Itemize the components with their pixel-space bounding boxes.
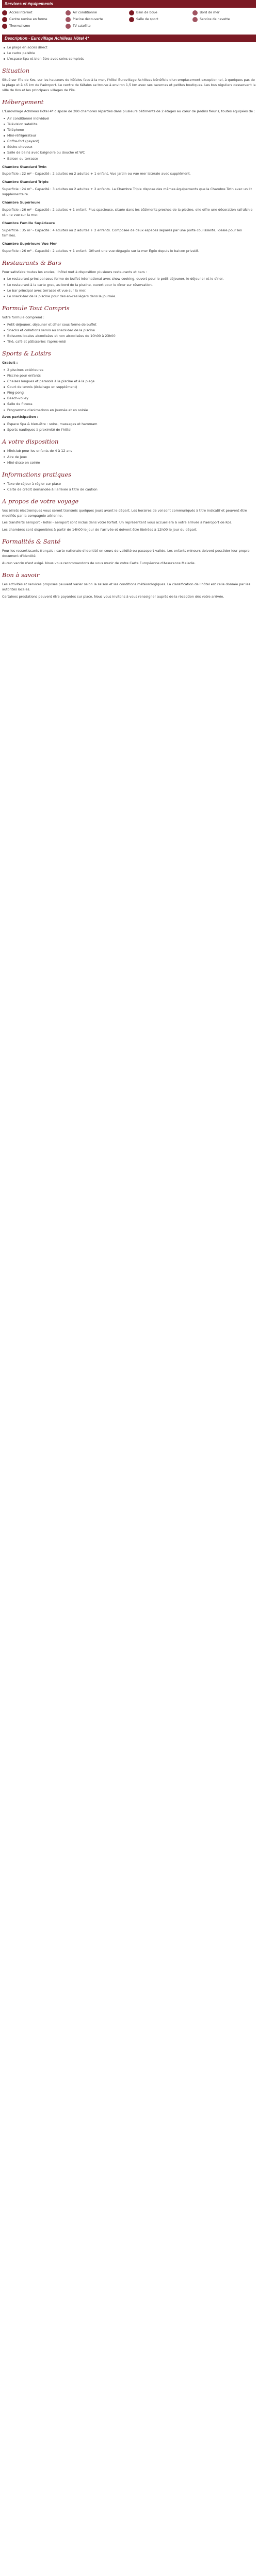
restaurant-item: Le snack-bar de la piscine pour des en-cas légers dans la journée. — [7, 294, 256, 299]
room-name: Chambre Supérieure Vue Mer — [2, 241, 57, 246]
equipment-item: Téléphone — [7, 128, 256, 133]
service-item — [66, 9, 129, 16]
sports-free-label: Gratuit : — [2, 360, 18, 365]
formule-item: Thé, café et pâtisseries l'après-midi — [7, 340, 256, 345]
room-name: Chambre Standard Twin — [2, 164, 47, 169]
restaurant-item: Le bar principal avec terrasse et vue sur la mer. — [7, 289, 256, 294]
bon-title: Bon à savoir — [2, 571, 40, 579]
service-item — [66, 23, 129, 29]
equipment-item: Balcon ou terrasse — [7, 157, 256, 162]
practical-list — [2, 482, 256, 493]
equipment-item: Air conditionné individuel — [7, 116, 256, 122]
bon-text — [2, 582, 256, 600]
room-block — [2, 221, 256, 239]
about-paragraph: Les chambres sont disponibles à partir de 14h00 le jour de l'arrivée et doivent être libérées à 12h00 le jour du départ. — [2, 528, 198, 532]
about-title: A propos de votre voyage — [2, 497, 79, 505]
fitness-icon — [129, 17, 134, 22]
about-paragraph: Vos billets électroniques vous seront transmis quelques jours avant le départ. Les horaires de vol sont communiqués à titre indicatif et peuvent être modifiés par la compagnie aérienne. — [2, 508, 247, 518]
kids-item: Aire de jeux — [7, 455, 256, 460]
room-description: Superficie : 35 m² - Capacité : 4 adultes ou 2 adultes + 2 enfants. Composée de deux espaces séparés par une porte coulissante, idéale pour les familles. — [2, 228, 242, 238]
formule-list — [2, 323, 256, 345]
room-block — [2, 165, 256, 177]
service-label: Bain de boue — [136, 10, 157, 14]
sports-free-item: Ping-pong — [7, 391, 256, 396]
spa-icon — [129, 10, 134, 15]
equipment-item: Salle de bains avec baignoire ou douche et WC — [7, 150, 256, 156]
formalites-paragraph: Pour les ressortissants français : carte nationale d'identité en cours de validité ou passeport valide. Les enfants mineurs doivent posséder leur propre document d'identité. — [2, 549, 250, 558]
equipment-item: Coffre-fort (payant) — [7, 139, 256, 144]
room-description: Superficie : 26 m² - Capacité : 2 adultes + 1 enfant. Plus spacieuse, située dans les bâtiments proches de la piscine, elle offre une décoration rafraîchie et une vue sur la mer. — [2, 208, 253, 217]
formalites-title: Formalités & Santé — [2, 538, 61, 546]
restaurants-title: Restaurants & Bars — [2, 259, 61, 266]
equipment-item: Sèche-cheveux — [7, 145, 256, 150]
formalites-paragraph: Aucun vaccin n'est exigé. Nous vous recommandons de vous munir de votre Carte Européenne d'Assurance Maladie. — [2, 561, 196, 566]
sports-paid-list — [2, 422, 256, 433]
description-bullet: Le cadre paisible — [7, 51, 256, 56]
situation-title: Situation — [2, 67, 30, 75]
hebergement-intro: L'Eurovillage Achilleas Hôtel 4* dispose de 280 chambres réparties dans plusieurs bâtiments de 2 étages au cœur de jardins fleuris, toutes équipées de : — [2, 109, 255, 113]
practical-title: Informations pratiques — [2, 470, 72, 478]
practical-item: Taxe de séjour à régler sur place — [7, 482, 256, 487]
snowflake-icon — [66, 10, 71, 15]
service-label: Accès Internet — [9, 10, 33, 14]
room-block — [2, 242, 256, 254]
service-item — [129, 16, 192, 23]
room-name: Chambre Standard Triple — [2, 180, 49, 184]
sports-free-item: 2 piscines extérieures — [7, 368, 256, 373]
sports-free-item: Chaises longues et parasols à la piscine et à la plage — [7, 379, 256, 384]
service-item — [192, 16, 256, 23]
hebergement-title: Hébergement — [2, 98, 44, 106]
description-bullet: Le plage en accès direct — [7, 45, 256, 50]
restaurant-item: Le restaurant à la carte grec, au bord de la piscine, ouvert pour le dîner sur réservation. — [7, 283, 256, 288]
description-bullet: L'espace Spa et bien-être avec soins complets — [7, 57, 256, 62]
sports-free-item: Salle de fitness — [7, 402, 256, 407]
description-header: Description - Eurovillage Achilleas Hôtel 4* — [2, 35, 256, 42]
formule-title: Formule Tout Compris — [2, 304, 70, 312]
formule-item: Snacks et collations servis au snack-bar de la piscine — [7, 328, 256, 333]
pool-icon — [66, 17, 71, 22]
room-name: Chambre Famille Supérieure — [2, 221, 55, 225]
tv-icon — [66, 24, 71, 29]
formule-item: Boissons locales alcoolisées et non alcoolisées de 10h00 à 23h00 — [7, 334, 256, 339]
room-block — [2, 180, 256, 197]
sports-free-item: Programme d'animations en journée et en soirée — [7, 408, 256, 413]
service-item — [2, 16, 66, 23]
service-item — [129, 9, 192, 16]
service-label: TV satellite — [73, 24, 91, 28]
sports-paid-label: Avec participation : — [2, 415, 39, 419]
service-label: Thermalisme — [9, 24, 30, 28]
bon-paragraph: Les activités et services proposés peuvent varier selon la saison et les conditions météorologiques. La classification de l'hôtel est celle donnée par les autorités locales. — [2, 582, 251, 591]
service-label: Bord de mer — [200, 10, 220, 14]
sports-free-item: Court de tennis (éclairage en supplément) — [7, 385, 256, 390]
equipment-item: Mini-réfrigérateur — [7, 133, 256, 139]
bon-paragraph: Certaines prestations peuvent être payantes sur place. Nous vous invitons à vous renseigner auprès de la réception dès votre arrivée. — [2, 594, 224, 599]
service-label: Salle de sport — [136, 17, 158, 21]
sports-paid-item: Sports nautiques à proximité de l'hôtel — [7, 428, 256, 433]
sports-free-item: Beach-volley — [7, 396, 256, 401]
service-item — [2, 23, 66, 29]
formule-item: Petit-déjeuner, déjeuner et dîner sous forme de buffet — [7, 323, 256, 328]
service-item — [2, 9, 66, 16]
services-grid — [2, 8, 256, 29]
service-item — [192, 9, 256, 16]
room-description: Superficie : 26 m² - Capacité : 2 adultes + 1 enfant. Offrant une vue dégagée sur la mer Égée depuis le balcon privatif. — [2, 248, 199, 253]
sports-title: Sports & Loisirs — [2, 349, 51, 357]
room-description: Superficie : 22 m² - Capacité : 2 adultes ou 2 adultes + 1 enfant. Vue jardin ou vue mer latérale avec supplément. — [2, 172, 191, 176]
room-description: Superficie : 24 m² - Capacité : 3 adultes ou 2 adultes + 2 enfants. La Chambre Triple dispose des mêmes équipements que la Chambre Twin avec un lit supplémentaire. — [2, 187, 252, 197]
rooms-section — [2, 165, 256, 254]
equipment-list — [2, 116, 256, 162]
about-paragraph: Les transferts aéroport - hôtel - aéroport sont inclus dans votre forfait. Un représentant vous accueillera à votre arrivée à l'aéroport de Kos. — [2, 520, 233, 525]
equipment-item: Télévision satellite — [7, 122, 256, 127]
practical-item: Carte de crédit demandée à l'arrivée à titre de caution — [7, 487, 256, 493]
service-label: Service de navette — [200, 17, 230, 21]
formule-intro: Votre formule comprend : — [2, 315, 44, 319]
wifi-icon — [2, 10, 7, 15]
restaurants-intro: Pour satisfaire toutes les envies, l'hôtel met à disposition plusieurs restaurants et bars : — [2, 269, 147, 274]
service-item — [66, 16, 129, 23]
sports-free-item: Piscine pour enfants — [7, 374, 256, 379]
services-header: Services et équipements — [2, 0, 256, 8]
sports-paid-item: Espace Spa & bien-être : soins, massages et hammam — [7, 422, 256, 427]
dumbbell-icon — [2, 17, 7, 22]
service-label: Piscine découverte — [73, 17, 103, 21]
sports-free-list — [2, 368, 256, 413]
formalites-text — [2, 549, 256, 566]
restaurants-list — [2, 277, 256, 299]
waves-icon — [192, 10, 198, 15]
situation-text: Situé sur l'île de Kos, sur les hauteurs de Kéfalos face à la mer, l'hôtel Eurovillage Achilleas bénéficie d'un emplacement exceptionnel, à quelques pas de la plage et à 45 km de l'aéroport. Le centre de Kéfalos se trouve à environ 1,5 km avec ses tavernes et petites boutiques. Les bus réguliers desservent la ville de Kos et les principaux villages de l'île. — [2, 78, 256, 92]
kids-item: Miniclub pour les enfants de 4 à 12 ans — [7, 449, 256, 454]
kids-list — [2, 449, 256, 465]
page — [0, 0, 258, 600]
room-block — [2, 200, 256, 218]
restaurant-item: Le restaurant principal sous forme de buffet international avec show cooking, ouvert pour le petit-déjeuner, le déjeuner et le dîner. — [7, 277, 256, 282]
shuttle-icon — [192, 17, 198, 22]
room-name: Chambre Supérieure — [2, 200, 41, 205]
service-label: Centre remise en forme — [9, 17, 47, 21]
description-bullets — [2, 45, 256, 62]
kids-title: A votre disposition — [2, 438, 59, 446]
service-label: Air conditionné — [73, 10, 97, 14]
kids-item: Mini-disco en soirée — [7, 461, 256, 466]
about-text — [2, 509, 256, 533]
thermal-icon — [2, 24, 7, 29]
